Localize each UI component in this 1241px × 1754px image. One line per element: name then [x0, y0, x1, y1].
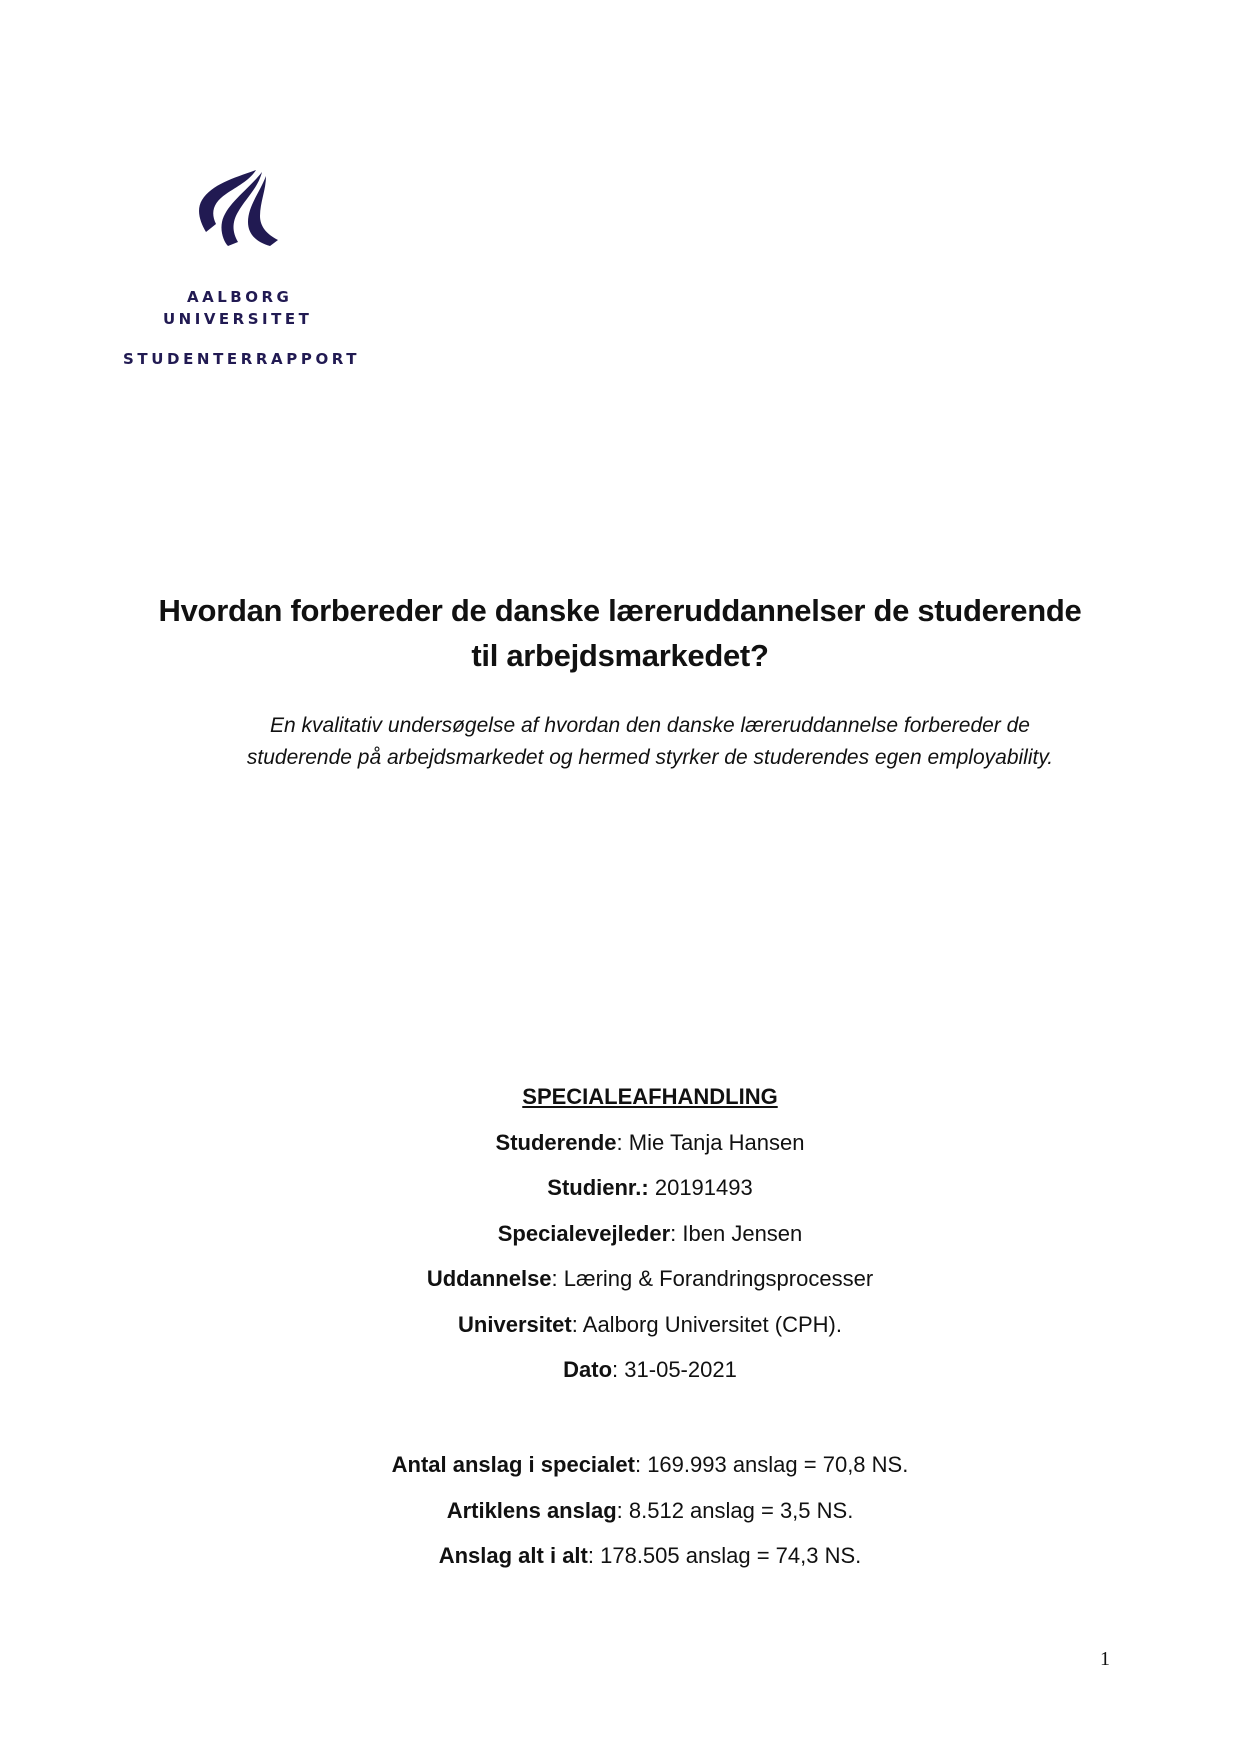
title-line-2: til arbejdsmarkedet? [471, 638, 769, 673]
aau-wave-logo-icon [194, 170, 284, 270]
info-separator: : [616, 1129, 629, 1155]
info-row-date [300, 1347, 1000, 1393]
subtitle-line-1: En kvalitativ undersøgelse af hvordan den danske læreruddannelse forbereder de [270, 714, 1030, 737]
info-label: Universitet [458, 1311, 572, 1337]
thesis-info-block [300, 1074, 1000, 1393]
info-label: Studerende [495, 1129, 617, 1155]
info-label: Dato [563, 1357, 613, 1382]
info-value: Aalborg Universitet (CPH). [582, 1311, 842, 1337]
count-separator: : [587, 1543, 601, 1568]
thesis-type-heading: SPECIALEAFHANDLING [522, 1084, 778, 1109]
logo-text-aalborg: AALBORG [187, 288, 293, 306]
info-row-student [300, 1120, 1000, 1166]
info-row-student-number [300, 1165, 1000, 1211]
logo-text-universitet: UNIVERSITET [163, 310, 313, 328]
info-separator: : [571, 1311, 583, 1337]
info-label: Uddannelse [426, 1266, 552, 1291]
subtitle-line-2: studerende på arbejdsmarkedet og hermed styrker de studerendes egen employability. [246, 746, 1054, 769]
info-separator: : [612, 1357, 625, 1382]
info-value: Mie Tanja Hansen [628, 1129, 805, 1155]
info-row-supervisor [300, 1211, 1000, 1257]
info-value: Iben Jensen [682, 1220, 803, 1246]
info-row-university [300, 1302, 1000, 1348]
count-separator: : [634, 1452, 648, 1477]
count-label: Anslag alt i alt [438, 1543, 588, 1568]
character-count-block [300, 1442, 1000, 1579]
info-value: 20191493 [654, 1175, 753, 1200]
info-row-education [300, 1256, 1000, 1302]
count-value: 169.993 anslag = 70,8 NS. [647, 1452, 909, 1477]
count-row-article [300, 1488, 1000, 1534]
info-separator: : [670, 1220, 683, 1246]
document-subtitle [200, 710, 1100, 774]
count-label: Antal anslag i specialet [391, 1452, 635, 1477]
document-title [100, 588, 1140, 678]
logo-text-studenterrapport: STUDENTERRAPPORT [123, 350, 361, 368]
info-label: Specialevejleder [497, 1220, 671, 1246]
info-label: Studienr.: [547, 1175, 649, 1200]
title-line-1: Hvordan forbereder de danske læreruddannelser de studerende [158, 593, 1082, 628]
count-row-total [300, 1533, 1000, 1579]
page-number: 1 [1100, 1648, 1110, 1670]
count-value: 8.512 anslag = 3,5 NS. [628, 1497, 854, 1523]
count-value: 178.505 anslag = 74,3 NS. [600, 1543, 862, 1568]
count-separator: : [616, 1497, 629, 1523]
info-separator: : [551, 1266, 564, 1291]
count-row-thesis [300, 1442, 1000, 1488]
info-value: Læring & Forandringsprocesser [563, 1266, 874, 1291]
info-value: 31-05-2021 [624, 1357, 737, 1382]
count-label: Artiklens anslag [446, 1497, 617, 1523]
